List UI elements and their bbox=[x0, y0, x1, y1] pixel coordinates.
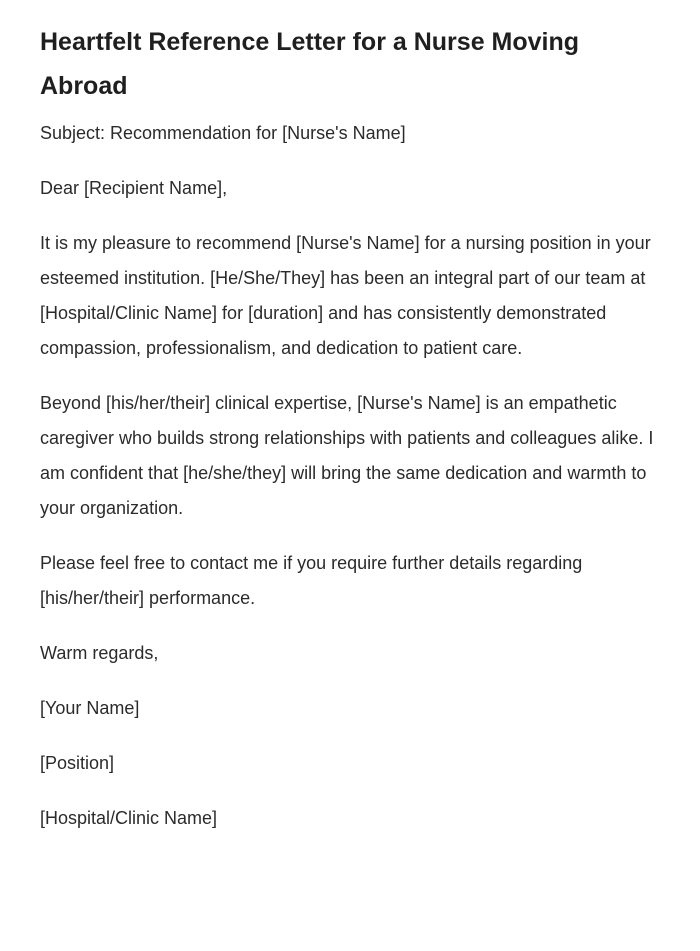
subject-line: Subject: Recommendation for [Nurse's Name] bbox=[40, 123, 406, 143]
body-paragraph-2: Beyond [his/her/their] clinical expertise, [Nurse's Name] is an empathetic caregiver who builds strong relationships with patients and colleagues alike. I am confident that [he/she/they] will bring the same dedication and warmth to your organization. bbox=[40, 393, 654, 518]
signature-line-organization: [Hospital/Clinic Name] bbox=[40, 808, 218, 828]
signature-line-position: [Position] bbox=[40, 753, 115, 773]
signature-line-name: [Your Name] bbox=[40, 698, 140, 718]
body-paragraph-3: Please feel free to contact me if you require further details regarding [his/her/their] performance. bbox=[40, 553, 583, 608]
closing-line: Warm regards, bbox=[40, 643, 159, 663]
page-title: Heartfelt Reference Letter for a Nurse Moving Abroad bbox=[40, 28, 580, 100]
body-paragraph-1: It is my pleasure to recommend [Nurse's Name] for a nursing position in your esteemed institution. [He/She/They] has been an integral part of our team at [Hospital/Clinic Name] for [duration] and has consistently demonstrated compassion, professionalism, and dedication to patient care. bbox=[40, 233, 651, 358]
salutation: Dear [Recipient Name], bbox=[40, 178, 228, 198]
